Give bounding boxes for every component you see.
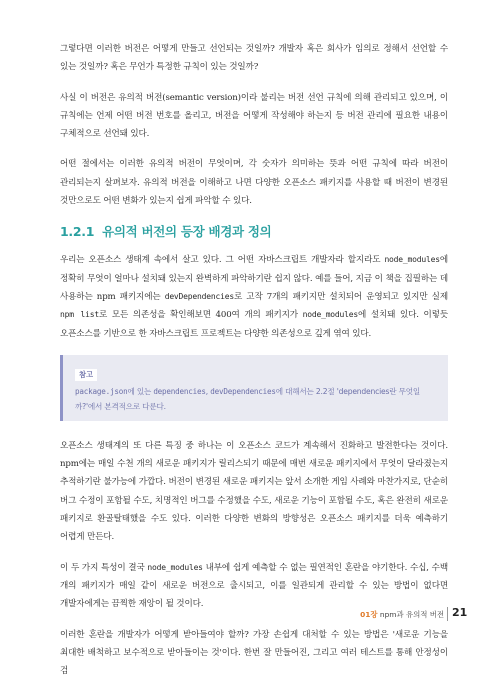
text-run: 에 설치돼 있다. 이렇듯 오픈소스를 기반으로 한 자바스크립트 프로젝트는 다양한 의존성으로 깊게 엮여 있다. bbox=[60, 310, 448, 339]
inline-code: package.json bbox=[75, 386, 128, 396]
chapter-number: 01장 bbox=[360, 610, 378, 619]
text-run: 에 있는 bbox=[127, 386, 154, 396]
note-box bbox=[60, 355, 448, 421]
text-run: 이 두 가지 특성이 결국 bbox=[60, 562, 148, 573]
text-run: 로 고작 7개의 패키지만 설치되어 운영되고 있지만 실제 bbox=[233, 291, 448, 302]
page-number: 21 bbox=[452, 606, 468, 619]
running-footer bbox=[360, 609, 444, 620]
inline-code: node_modules bbox=[302, 310, 359, 320]
section-number: 1.2.1 bbox=[60, 224, 95, 240]
inline-code: devDependencies bbox=[164, 291, 234, 301]
inline-code: dependencies bbox=[153, 386, 206, 396]
text-run: 우리는 오픈소스 생태계 속에서 살고 있다. 그 어떤 자바스크립트 개발자라 할지라도 bbox=[60, 255, 385, 266]
section-heading bbox=[60, 222, 448, 240]
page-content bbox=[60, 40, 448, 692]
text-run: , bbox=[205, 386, 211, 396]
note-text bbox=[75, 384, 438, 414]
chapter-title: npm과 유의적 버전 bbox=[377, 610, 444, 619]
text-run: 로 모든 의존성을 확인해보면 400여 개의 패키지가 bbox=[99, 310, 303, 321]
paragraph-7: 이러한 혼란을 개발자가 어떻게 받아들여야 할까? 가장 손쉽게 대처할 수 있는 방법은 '새로운 기능을 최대한 배척하고 보수적으로 받아들이는 것'이다. 한번 잘 만들어진, 그리고 여러 테스트를 통해 안정성이 검 bbox=[60, 629, 448, 677]
text-run: 에 대해서는 2.2절 'dependencies란 무엇일까?'에서 본격적으로 다룬다. bbox=[75, 386, 420, 411]
inline-code: node_modules bbox=[147, 562, 203, 572]
paragraph-5: 오픈소스 생태계의 또 다른 특징 중 하나는 이 오픈소스 코드가 계속해서 진화하고 발전한다는 것이다. npm에는 매일 수천 개의 새로운 패키지가 릴리스되기 때문에 매번 새로운 패키지에서 무엇이 달라졌는지 추적하기란 불가능에 가깝다. 버전이 변경된 새로운 패키지는 앞서 소개한 게임 사례와 마찬가지로, 단순히 버그 수정이 포함될 수도, 치명적인 버그를 수정했을 수도, 새로운 기능이 포함될 수도, 혹은 완전히 새로운 패키지로 환골탈태했을 수도 있다. 이러한 다양한 변화의 방향성은 오픈소스 패키지를 더욱 예측하기 어렵게 만든다. bbox=[60, 440, 448, 543]
section-title: 유의적 버전의 등장 배경과 정의 bbox=[102, 224, 272, 240]
page-footer bbox=[0, 605, 500, 625]
inline-code: devDependencies bbox=[210, 386, 276, 396]
text-run: 에 정확히 무엇이 얼마나 설치돼 있는지 완벽하게 파악하기란 쉽지 않다. 예를 들어, 지금 이 책을 집필하는 데 사용하는 npm 패키지에는 bbox=[60, 255, 448, 302]
text-run: 내부에 쉽게 예측할 수 없는 필연적인 혼란을 야기한다. 수십, 수백 개의 패키지가 매일 같이 새로운 버전으로 출시되고, 이를 일관되게 관리할 수 있는 방법이 없다면 개발자에게는 끔찍한 재앙이 될 것이다. bbox=[60, 562, 448, 610]
paragraph-2: 사실 이 버전은 유의적 버전(semantic version)이라 불리는 버전 선언 규칙에 의해 관리되고 있으며, 이 규칙에는 언제 어떤 버전 번호를 올리고, 버전을 어떻게 작성해야 하는지 등 버전 관리에 필요한 내용이 구체적으로 선언돼 있다. bbox=[60, 92, 448, 140]
footer-divider bbox=[447, 607, 448, 621]
paragraph-4 bbox=[60, 251, 448, 342]
note-label: 참고 bbox=[75, 369, 97, 381]
inline-code: node_modules bbox=[384, 255, 440, 265]
paragraph-3: 어떤 절에서는 이러한 유의적 버전이 무엇이며, 각 숫자가 의미하는 뜻과 어떤 규칙에 따라 버전이 관리되는지 살펴보자. 유의적 버전을 이해하고 나면 다양한 오픈소스 패키지를 사용할 때 버전이 변경된 것만으로도 어떤 변화가 있는지 쉽게 파악할 수 있다. bbox=[60, 159, 448, 207]
paragraph-1: 그렇다면 이러한 버전은 어떻게 만들고 선언되는 것일까? 개발자 혹은 회사가 임의로 정해서 선언할 수 있는 것일까? 혹은 무언가 특정한 규칙이 있는 것일까? bbox=[60, 44, 448, 73]
inline-code: npm list bbox=[60, 310, 100, 320]
